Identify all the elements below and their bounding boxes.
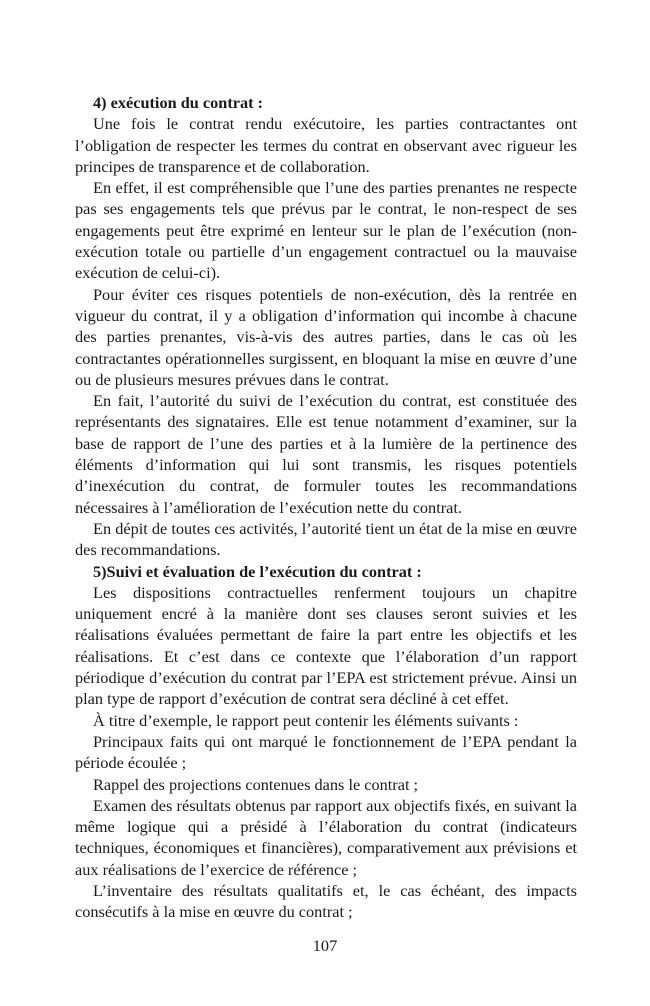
section-5-paragraph-4: Rappel des projections contenues dans le contrat ; <box>93 774 419 794</box>
section-4-paragraph-4: En fait, l’autorité du suivi de l’exécution du contrat, est constituée des représentants des signataires. Elle est tenue notamment d’examiner, sur la base de rapport de l’une des parties et à la lumière de la pertinence des éléments d’information qui lui sont transmis, les risques potentiels d’inexécution du contrat, de formuler toutes les recommandations nécessaires à l’amélioration de l’exécution nette du contrat. <box>75 391 577 517</box>
section-4-paragraph-3: Pour éviter ces risques potentiels de non-exécution, dès la rentrée en vigueur du contrat, il y a obligation d’information qui incombe à chacune des parties prenantes, vis-à-vis des autres parties, dans le cas où les contractantes opérationnelles surgissent, en bloquant la mise en œuvre d’une ou de plusieurs mesures prévues dans le contrat. <box>75 284 577 389</box>
page-body <box>75 92 577 923</box>
section-4-paragraph-2: En effet, il est compréhensible que l’une des parties prenantes ne respecte pas ses engagements tels que prévus par le contrat, le non-respect de ses engagements peut être exprimé en lenteur sur le plan de l’exécution (non-exécution totale ou partielle d’un engagement contractuel ou la mauvaise exécution de celui-ci). <box>75 178 577 283</box>
page-number: 107 <box>312 936 338 955</box>
section-5-paragraph-6: L’inventaire des résultats qualitatifs et, le cas échéant, des impacts consécutifs à la mise en œuvre du contrat ; <box>75 880 577 922</box>
section-5-paragraph-1: Les dispositions contractuelles renferment toujours un chapitre uniquement encré à la manière dont ses clauses seront suivies et les réalisations évaluées permettant de faire la part entre les objectifs et les réalisations. Et c’est dans ce contexte que l’élaboration d’un rapport périodique d’exécution du contrat par l’EPA est strictement prévue. Ainsi un plan type de rapport d’exécution de contrat sera décliné à cet effet. <box>75 582 577 709</box>
section-4-heading: 4) exécution du contrat : <box>93 93 264 112</box>
section-5-paragraph-2: À titre d’exemple, le rapport peut contenir les éléments suivants : <box>93 710 519 730</box>
section-5-paragraph-3: Principaux faits qui ont marqué le fonctionnement de l’EPA pendant la période écoulée ; <box>75 731 577 773</box>
section-4-paragraph-1: Une fois le contrat rendu exécutoire, les parties contractantes ont l’obligation de respecter les termes du contrat en observant avec rigueur les principes de transparence et de collaboration. <box>75 114 577 176</box>
section-5-paragraph-5: Examen des résultats obtenus par rapport aux objectifs fixés, en suivant la même logique qui a présidé à l’élaboration du contrat (indicateurs techniques, économiques et financières), comparativement aux prévisions et aux réalisations de l’exercice de référence ; <box>75 795 577 879</box>
section-4-paragraph-5: En dépit de toutes ces activités, l’autorité tient un état de la mise en œuvre des recommandations. <box>75 518 577 560</box>
section-5-heading: 5)Suivi et évaluation de l’exécution du contrat : <box>93 561 422 581</box>
